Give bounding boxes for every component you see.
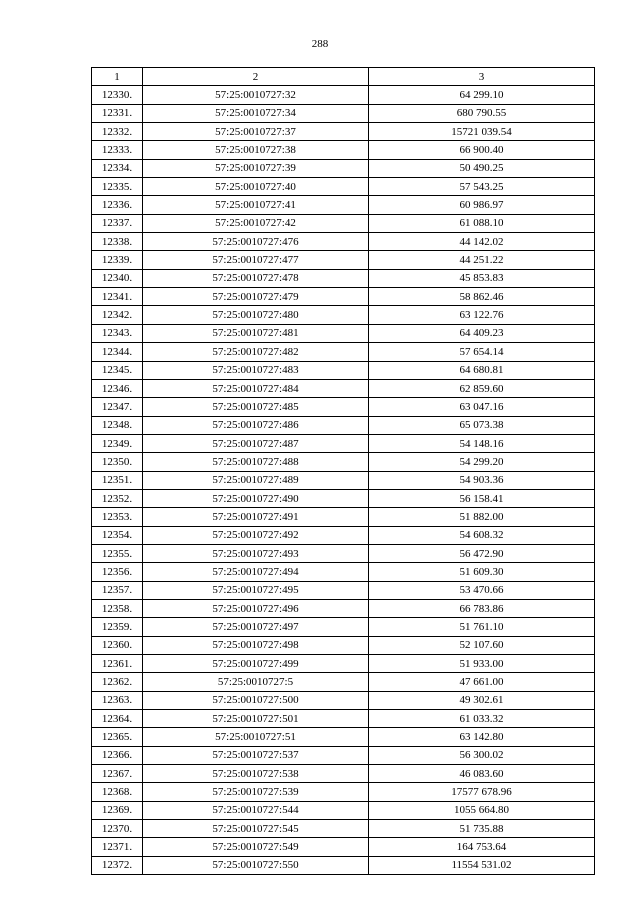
table-body — [92, 86, 595, 875]
page-number: 288 — [311, 38, 329, 50]
value-cell: 56 158.41 — [369, 489, 595, 507]
value-cell: 51 609.30 — [369, 563, 595, 581]
value-cell: 15721 039.54 — [369, 123, 595, 141]
table-row — [92, 710, 595, 728]
cadastral-id-cell: 57:25:0010727:491 — [143, 508, 369, 526]
row-number-cell: 12362. — [92, 673, 143, 691]
row-number-cell: 12346. — [92, 379, 143, 397]
row-number-cell: 12365. — [92, 728, 143, 746]
cadastral-id-cell: 57:25:0010727:5 — [143, 673, 369, 691]
cadastral-id-cell: 57:25:0010727:498 — [143, 636, 369, 654]
table-row — [92, 618, 595, 636]
row-number-cell: 12357. — [92, 581, 143, 599]
value-cell: 58 862.46 — [369, 288, 595, 306]
cadastral-id-cell: 57:25:0010727:39 — [143, 159, 369, 177]
cadastral-id-cell: 57:25:0010727:500 — [143, 691, 369, 709]
table-row — [92, 783, 595, 801]
value-cell: 47 661.00 — [369, 673, 595, 691]
table-row — [92, 526, 595, 544]
row-number-cell: 12366. — [92, 746, 143, 764]
cadastral-id-cell: 57:25:0010727:479 — [143, 288, 369, 306]
cadastral-id-cell: 57:25:0010727:34 — [143, 104, 369, 122]
value-cell: 11554 531.02 — [369, 856, 595, 874]
row-number-cell: 12356. — [92, 563, 143, 581]
header-row — [92, 68, 595, 86]
table-row — [92, 673, 595, 691]
cadastral-id-cell: 57:25:0010727:483 — [143, 361, 369, 379]
row-number-cell: 12367. — [92, 765, 143, 783]
cadastral-id-cell: 57:25:0010727:495 — [143, 581, 369, 599]
table-row — [92, 489, 595, 507]
table-row — [92, 196, 595, 214]
value-cell: 57 654.14 — [369, 343, 595, 361]
value-cell: 52 107.60 — [369, 636, 595, 654]
cadastral-id-cell: 57:25:0010727:42 — [143, 214, 369, 232]
value-cell: 54 148.16 — [369, 434, 595, 452]
value-cell: 63 142.80 — [369, 728, 595, 746]
table-row — [92, 416, 595, 434]
table-row — [92, 141, 595, 159]
row-number-cell: 12344. — [92, 343, 143, 361]
table-row — [92, 123, 595, 141]
value-cell: 54 608.32 — [369, 526, 595, 544]
table-row — [92, 398, 595, 416]
cadastral-id-cell: 57:25:0010727:486 — [143, 416, 369, 434]
value-cell: 61 033.32 — [369, 710, 595, 728]
cadastral-id-cell: 57:25:0010727:480 — [143, 306, 369, 324]
table-row — [92, 104, 595, 122]
value-cell: 44 142.02 — [369, 233, 595, 251]
table-row — [92, 636, 595, 654]
cadastral-id-cell: 57:25:0010727:487 — [143, 434, 369, 452]
table-row — [92, 691, 595, 709]
value-cell: 63 122.76 — [369, 306, 595, 324]
table-row — [92, 801, 595, 819]
row-number-cell: 12345. — [92, 361, 143, 379]
table-row — [92, 251, 595, 269]
cadastral-id-cell: 57:25:0010727:501 — [143, 710, 369, 728]
table-row — [92, 856, 595, 874]
value-cell: 64 680.81 — [369, 361, 595, 379]
value-cell: 50 490.25 — [369, 159, 595, 177]
row-number-cell: 12364. — [92, 710, 143, 728]
table-row — [92, 820, 595, 838]
row-number-cell: 12361. — [92, 655, 143, 673]
row-number-cell: 12343. — [92, 324, 143, 342]
table-row — [92, 324, 595, 342]
value-cell: 17577 678.96 — [369, 783, 595, 801]
table-row — [92, 434, 595, 452]
value-cell: 1055 664.80 — [369, 801, 595, 819]
value-cell: 51 735.88 — [369, 820, 595, 838]
value-cell: 53 470.66 — [369, 581, 595, 599]
value-cell: 62 859.60 — [369, 379, 595, 397]
table-row — [92, 508, 595, 526]
cadastral-id-cell: 57:25:0010727:550 — [143, 856, 369, 874]
row-number-cell: 12341. — [92, 288, 143, 306]
table-row — [92, 379, 595, 397]
value-cell: 45 853.83 — [369, 269, 595, 287]
row-number-cell: 12360. — [92, 636, 143, 654]
value-cell: 66 783.86 — [369, 599, 595, 617]
value-cell: 65 073.38 — [369, 416, 595, 434]
cadastral-id-cell: 57:25:0010727:484 — [143, 379, 369, 397]
table-row — [92, 178, 595, 196]
row-number-cell: 12351. — [92, 471, 143, 489]
row-number-cell: 12337. — [92, 214, 143, 232]
cadastral-id-cell: 57:25:0010727:482 — [143, 343, 369, 361]
value-cell: 63 047.16 — [369, 398, 595, 416]
cadastral-id-cell: 57:25:0010727:544 — [143, 801, 369, 819]
row-number-cell: 12340. — [92, 269, 143, 287]
row-number-cell: 12338. — [92, 233, 143, 251]
table-row — [92, 471, 595, 489]
cadastral-id-cell: 57:25:0010727:481 — [143, 324, 369, 342]
cadastral-id-cell: 57:25:0010727:485 — [143, 398, 369, 416]
row-number-cell: 12358. — [92, 599, 143, 617]
value-cell: 51 933.00 — [369, 655, 595, 673]
row-number-cell: 12368. — [92, 783, 143, 801]
cadastral-id-cell: 57:25:0010727:492 — [143, 526, 369, 544]
row-number-cell: 12334. — [92, 159, 143, 177]
table-row — [92, 306, 595, 324]
row-number-cell: 12350. — [92, 453, 143, 471]
header-cell-number: 1 — [92, 68, 143, 86]
value-cell: 51 882.00 — [369, 508, 595, 526]
row-number-cell: 12342. — [92, 306, 143, 324]
value-cell: 64 299.10 — [369, 86, 595, 104]
cadastral-id-cell: 57:25:0010727:41 — [143, 196, 369, 214]
row-number-cell: 12331. — [92, 104, 143, 122]
value-cell: 54 903.36 — [369, 471, 595, 489]
cadastral-id-cell: 57:25:0010727:497 — [143, 618, 369, 636]
cadastral-id-cell: 57:25:0010727:40 — [143, 178, 369, 196]
row-number-cell: 12335. — [92, 178, 143, 196]
row-number-cell: 12371. — [92, 838, 143, 856]
cadastral-id-cell: 57:25:0010727:537 — [143, 746, 369, 764]
row-number-cell: 12339. — [92, 251, 143, 269]
value-cell: 60 986.97 — [369, 196, 595, 214]
table-row — [92, 159, 595, 177]
value-cell: 46 083.60 — [369, 765, 595, 783]
table-row — [92, 765, 595, 783]
cadastral-id-cell: 57:25:0010727:549 — [143, 838, 369, 856]
table-row — [92, 563, 595, 581]
table-row — [92, 581, 595, 599]
table-row — [92, 288, 595, 306]
registry-table — [91, 67, 595, 875]
cadastral-id-cell: 57:25:0010727:488 — [143, 453, 369, 471]
cadastral-id-cell: 57:25:0010727:476 — [143, 233, 369, 251]
table-row — [92, 728, 595, 746]
value-cell: 56 472.90 — [369, 544, 595, 562]
cadastral-id-cell: 57:25:0010727:496 — [143, 599, 369, 617]
table-header — [92, 68, 595, 86]
row-number-cell: 12354. — [92, 526, 143, 544]
table-row — [92, 544, 595, 562]
value-cell: 64 409.23 — [369, 324, 595, 342]
row-number-cell: 12353. — [92, 508, 143, 526]
row-number-cell: 12359. — [92, 618, 143, 636]
row-number-cell: 12348. — [92, 416, 143, 434]
cadastral-id-cell: 57:25:0010727:545 — [143, 820, 369, 838]
row-number-cell: 12369. — [92, 801, 143, 819]
value-cell: 66 900.40 — [369, 141, 595, 159]
value-cell: 49 302.61 — [369, 691, 595, 709]
cadastral-id-cell: 57:25:0010727:478 — [143, 269, 369, 287]
cadastral-id-cell: 57:25:0010727:38 — [143, 141, 369, 159]
table-row — [92, 269, 595, 287]
table-row — [92, 343, 595, 361]
cadastral-id-cell: 57:25:0010727:489 — [143, 471, 369, 489]
value-cell: 54 299.20 — [369, 453, 595, 471]
value-cell: 57 543.25 — [369, 178, 595, 196]
row-number-cell: 12347. — [92, 398, 143, 416]
row-number-cell: 12355. — [92, 544, 143, 562]
table-row — [92, 838, 595, 856]
table-row — [92, 746, 595, 764]
cadastral-id-cell: 57:25:0010727:494 — [143, 563, 369, 581]
row-number-cell: 12352. — [92, 489, 143, 507]
header-cell-value: 3 — [369, 68, 595, 86]
row-number-cell: 12363. — [92, 691, 143, 709]
value-cell: 61 088.10 — [369, 214, 595, 232]
value-cell: 44 251.22 — [369, 251, 595, 269]
table-row — [92, 453, 595, 471]
table-row — [92, 655, 595, 673]
row-number-cell: 12372. — [92, 856, 143, 874]
cadastral-id-cell: 57:25:0010727:32 — [143, 86, 369, 104]
table-row — [92, 214, 595, 232]
cadastral-id-cell: 57:25:0010727:37 — [143, 123, 369, 141]
header-cell-cadastral-id: 2 — [143, 68, 369, 86]
table-row — [92, 86, 595, 104]
cadastral-id-cell: 57:25:0010727:477 — [143, 251, 369, 269]
row-number-cell: 12332. — [92, 123, 143, 141]
table-row — [92, 233, 595, 251]
row-number-cell: 12349. — [92, 434, 143, 452]
row-number-cell: 12336. — [92, 196, 143, 214]
value-cell: 51 761.10 — [369, 618, 595, 636]
row-number-cell: 12370. — [92, 820, 143, 838]
cadastral-id-cell: 57:25:0010727:490 — [143, 489, 369, 507]
row-number-cell: 12330. — [92, 86, 143, 104]
value-cell: 680 790.55 — [369, 104, 595, 122]
cadastral-id-cell: 57:25:0010727:493 — [143, 544, 369, 562]
cadastral-id-cell: 57:25:0010727:539 — [143, 783, 369, 801]
cadastral-id-cell: 57:25:0010727:51 — [143, 728, 369, 746]
cadastral-id-cell: 57:25:0010727:538 — [143, 765, 369, 783]
value-cell: 164 753.64 — [369, 838, 595, 856]
cadastral-id-cell: 57:25:0010727:499 — [143, 655, 369, 673]
value-cell: 56 300.02 — [369, 746, 595, 764]
table-row — [92, 599, 595, 617]
table-row — [92, 361, 595, 379]
row-number-cell: 12333. — [92, 141, 143, 159]
